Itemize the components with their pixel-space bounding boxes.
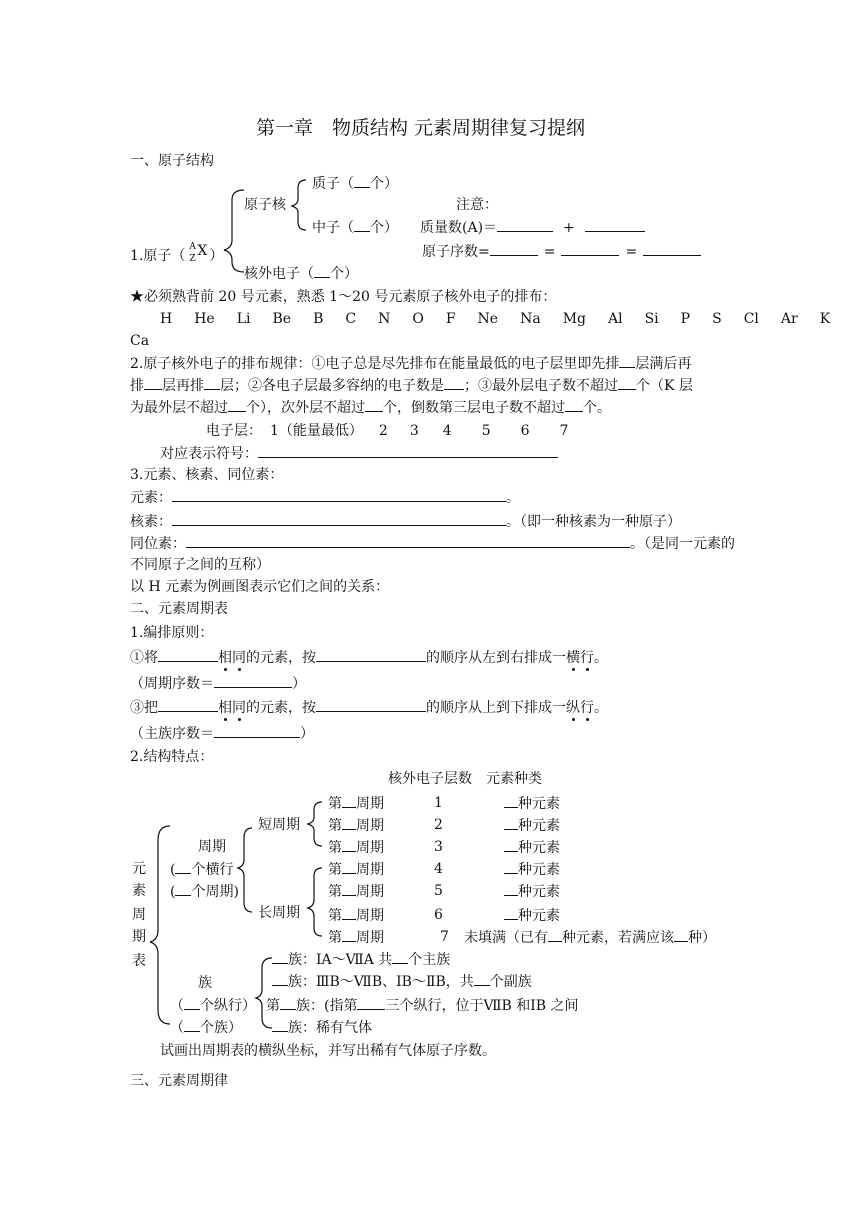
group-eighth: 第 族：(指第 三个纵行，位于ⅦB 和ⅠB 之间 <box>266 998 579 1014</box>
period-row-2: 第 周期 2 种元素 <box>328 817 560 834</box>
period-row-3: 第 周期 3 种元素 <box>328 839 560 856</box>
rule-line-3: 为最外层不超过 个），次外层不超过 个，倒数第三层电子数不超过 个。 <box>130 400 611 416</box>
group-zero: 族：稀有气体 <box>272 1018 372 1037</box>
period-count-note: ( 个周期) <box>170 884 239 900</box>
long-period-label: 长周期 <box>258 905 300 921</box>
memo-line: ★必须熟背前 20 号元素，熟悉 1～20 号元素原子核外电子的排布： <box>130 289 557 305</box>
principle-1: ①将 相同的元素，按 的顺序从左到右排成一横行。 <box>130 650 608 666</box>
group-label: 族 <box>198 975 212 991</box>
element-list: H He Li Be B C N O F Ne Na Mg Al Si P S Cl Ar K <box>160 311 831 327</box>
short-period-label: 短周期 <box>258 817 300 833</box>
section-3-heading: 三、元素周期律 <box>130 1073 228 1089</box>
principle-1-note: （周期序数＝ ） <box>130 676 306 692</box>
isotope-def: 同位素： 。（是同一元素的 <box>130 536 735 552</box>
nucleus-label: 原子核 <box>244 197 286 213</box>
principle-3: ③把 相同的元素，按 的顺序从上到下排成一纵行。 <box>130 700 608 716</box>
period-row-4: 第 周期 4 种元素 <box>328 861 560 878</box>
section-1-heading: 一、原子结构 <box>130 153 214 169</box>
symbol-line: 对应表示符号： <box>160 444 558 463</box>
period-label: 周期 <box>198 839 226 855</box>
structure-heading: 2.结构特点： <box>130 749 214 765</box>
nuclide-def: 核素： 。（即一种核素为一种原子） <box>130 514 681 530</box>
proton-line: 质子（ 个） <box>312 176 398 192</box>
side-char-2: 素 <box>132 883 146 899</box>
group-main: 族：ⅠA～ⅦA 共 个主族 <box>272 950 450 969</box>
col-headers: 核外电子层数 元素种类 <box>388 771 542 787</box>
element-ca: Ca <box>130 333 150 349</box>
nuclide-symbol: A Z X <box>189 242 208 264</box>
group-cols-note: （ 个纵行） <box>170 998 256 1014</box>
period-row-1: 第 周期 1 种元素 <box>328 795 560 812</box>
principle-3-note: （主族序数＝ ） <box>130 726 314 742</box>
atom-line: 1.原子（ A Z X ） <box>130 242 224 264</box>
section-2-heading: 二、元素周期表 <box>130 601 228 617</box>
period-row-5: 第 周期 5 种元素 <box>328 883 560 900</box>
group-sub: 族：ⅢB～ⅦB、ⅠB～ⅡB，共 个副族 <box>272 972 532 991</box>
rule-line-1: 2.原子核外电子的排布规律：①电子总是尽先排布在能量最低的电子层里即先排 层满后再 <box>130 356 692 372</box>
group-count-note: （ 个族） <box>170 1020 242 1036</box>
electron-line: 核外电子（ 个） <box>244 266 358 282</box>
principle-heading: 1.编排原则： <box>130 625 214 641</box>
h-example: 以 H 元素为例画图表示它们之间的关系： <box>130 579 390 595</box>
side-char-4: 期 <box>132 929 146 945</box>
page-title: 第一章 物质结构 元素周期律复习提纲 <box>256 117 586 139</box>
notice-label: 注意： <box>456 197 498 213</box>
side-char-1: 元 <box>132 861 146 877</box>
electron-layers: 电子层： 1（能量最低） 2 3 4 5 6 7 <box>206 423 569 439</box>
rule-line-2: 排 层再排 层；②各电子层最多容纳的电子数是 ；③最外层电子数不超过 个（K 层 <box>130 378 693 394</box>
side-char-3: 周 <box>132 907 146 923</box>
iso-heading: 3.元素、核素、同位素： <box>130 467 284 483</box>
atomic-number-line: 原子序数= = = <box>422 242 701 261</box>
neutron-line: 中子（ 个） <box>312 220 398 236</box>
period-row-6: 第 周期 6 种元素 <box>328 907 560 924</box>
period-rows-note: ( 个横行 <box>170 862 234 878</box>
period-row-7: 第 周期 7 未填满（已有 种元素，若满应该 种） <box>328 929 716 946</box>
element-def: 元素： 。 <box>130 490 520 506</box>
isotope-note-2: 不同原子之间的互称） <box>130 557 270 573</box>
side-char-5: 表 <box>132 953 146 969</box>
try-draw: 试画出周期表的横纵坐标，并写出稀有气体原子序数。 <box>160 1043 496 1059</box>
mass-number-line: 质量数(A)＝ + <box>420 218 645 237</box>
